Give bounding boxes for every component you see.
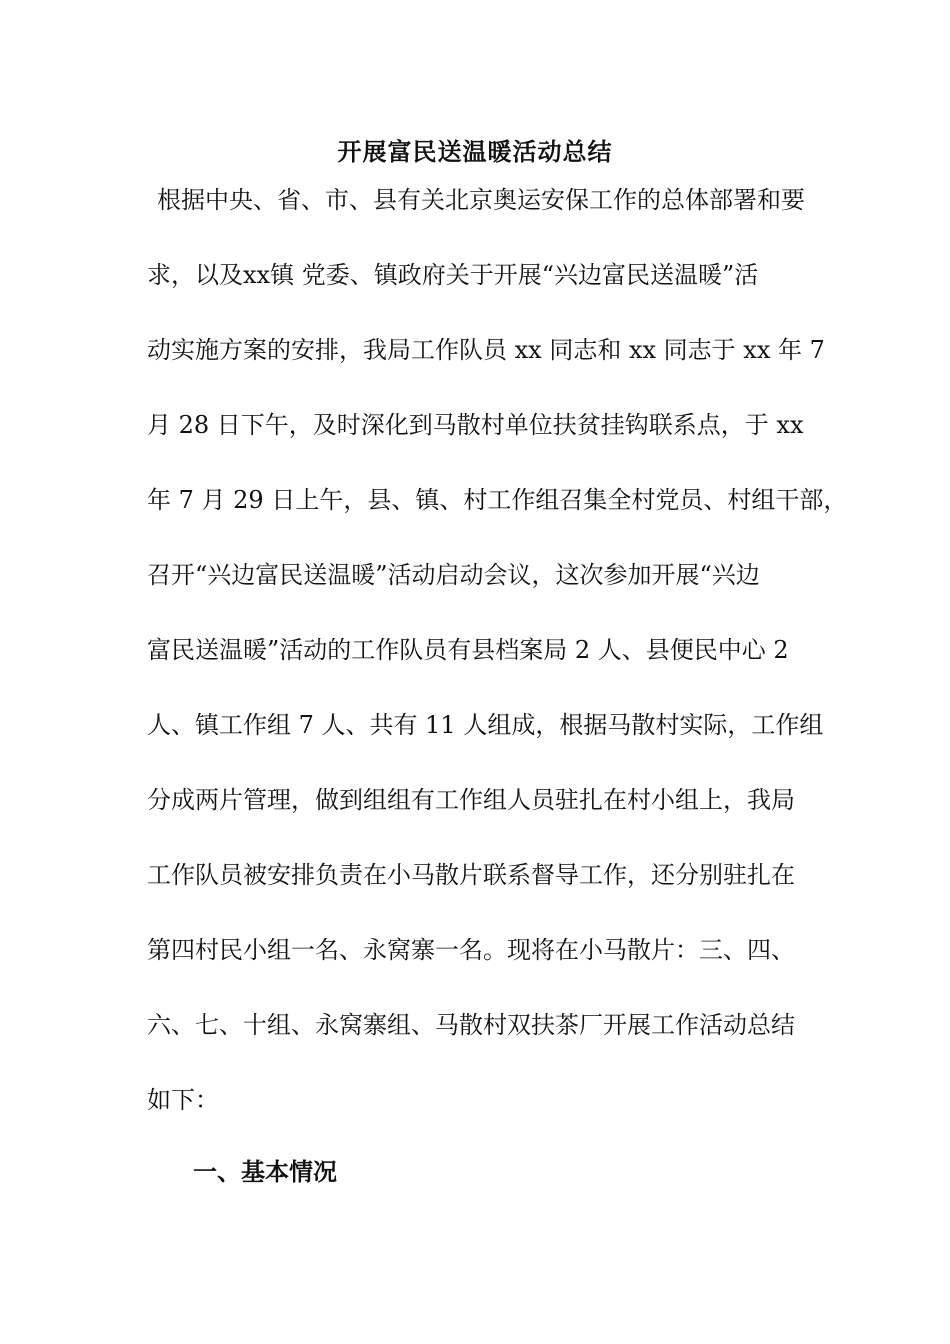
paragraph-line: 如下： <box>147 1086 219 1114</box>
paragraph-line: 六、七、十组、永窝寨组、马散村双扶茶厂开展工作活动总结 <box>147 1011 795 1039</box>
section-heading: 一、基本情况 <box>193 1157 337 1186</box>
document-title: 开展富民送温暖活动总结 <box>337 137 613 166</box>
paragraph-line: 动实施方案的安排，我局工作队员 xx 同志和 xx 同志于 xx 年 7 <box>147 336 825 364</box>
paragraph-line: 人、镇工作组 7 人、共有 11 人组成，根据马散村实际，工作组 <box>147 711 824 739</box>
paragraph-line: 年 7 月 29 日上午，县、镇、村工作组召集全村党员、村组干部， <box>147 486 848 514</box>
paragraph-line: 求，以及xx镇 党委、镇政府关于开展“兴边富民送温暖”活 <box>147 261 759 289</box>
paragraph-line: 工作队员被安排负责在小马散片联系督导工作，还分别驻扎在 <box>147 861 795 889</box>
paragraph-line: 月 28 日下午，及时深化到马散村单位扶贫挂钩联系点，于 xx <box>147 411 804 439</box>
paragraph-line: 第四村民小组一名、永窝寨一名。现将在小马散片：三、四、 <box>147 936 795 964</box>
paragraph-line: 召开“兴边富民送温暖”活动启动会议，这次参加开展“兴边 <box>147 561 760 589</box>
paragraph-line: 富民送温暖”活动的工作队员有县档案局 2 人、县便民中心 2 <box>147 636 789 664</box>
paragraph-line: 根据中央、省、市、县有关北京奥运安保工作的总体部署和要 <box>157 186 805 214</box>
paragraph-line: 分成两片管理，做到组组有工作组人员驻扎在村小组上，我局 <box>147 786 795 814</box>
